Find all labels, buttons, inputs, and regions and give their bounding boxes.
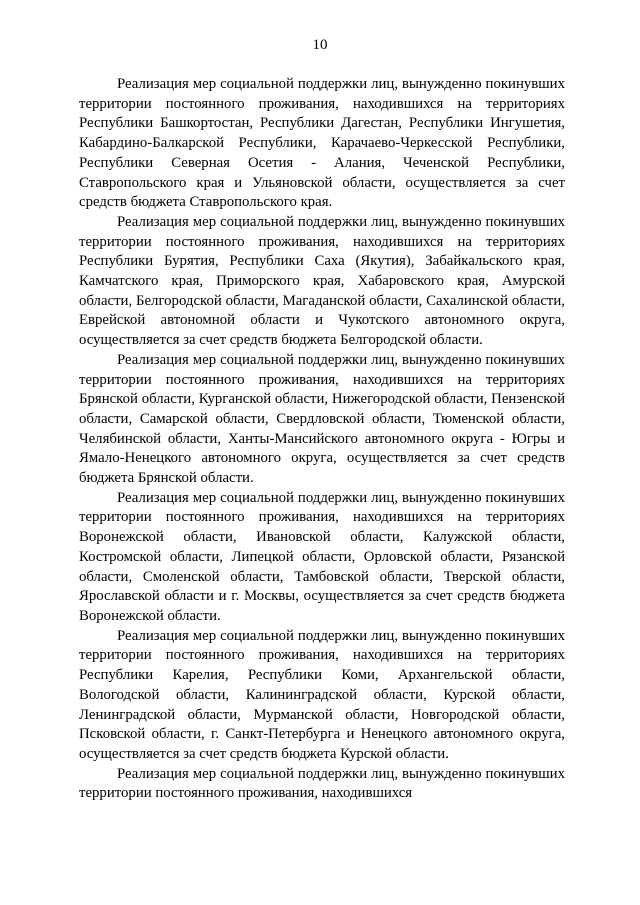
paragraph-4: Реализация мер социальной поддержки лиц, вынужденно покинувших территории постоянного проживания, находившихся на территориях Воронежской области, Ивановской области, Калужской области, Костромской области, Липецкой области, Орловской области, Рязанской области, Смоленской области, Тамбовской области, Тверской области, Ярославской области и г. Москвы, осуществляется за счет средств бюджета Воронежской области.: [79, 489, 565, 624]
paragraph-2: Реализация мер социальной поддержки лиц, вынужденно покинувших территории постоянного проживания, находившихся на территориях Республики Бурятия, Республики Саха (Якутия), Забайкальского края, Камчатского края, Приморского края, Хабаровского края, Амурской области, Белгородской области, Магаданской области, Сахалинской области, Еврейской автономной области и Чукотского автономного округа, осуществляется за счет средств бюджета Белгородской области.: [79, 213, 565, 349]
paragraph-6: Реализация мер социальной поддержки лиц, вынужденно покинувших территории постоянного проживания, находившихся: [79, 765, 565, 802]
paragraph-3: Реализация мер социальной поддержки лиц, вынужденно покинувших территории постоянного проживания, находившихся на территориях Брянской области, Курганской области, Нижегородской области, Пензенской области, Самарской области, Свердловской области, Тюменской области, Челябинской области, Ханты-Мансийского автономного округа - Югры и Ямало-Ненецкого автономного округа, осуществляется за счет средств бюджета Брянской области.: [79, 351, 565, 487]
paragraph-1: Реализация мер социальной поддержки лиц, вынужденно покинувших территории постоянного проживания, находившихся на территориях Республики Башкортостан, Республики Дагестан, Республики Ингушетия, Кабардино-Балкарской Республики, Карачаево-Черкесской Республики, Республики Северная Осетия - Алания, Чеченской Республики, Ставропольского края и Ульяновской области, осуществляется за счет средств бюджета Ставропольского края.: [79, 76, 565, 211]
body-text: [79, 75, 565, 804]
paragraph-5: Реализация мер социальной поддержки лиц, вынужденно покинувших территории постоянного проживания, находившихся на территориях Республики Карелия, Республики Коми, Архангельской области, Вологодской области, Калининградской области, Курской области, Ленинградской области, Мурманской области, Новгородской области, Псковской области, г. Санкт-Петербурга и Ненецкого автономного округа, осуществляется за счет средств бюджета Курской области.: [79, 627, 565, 762]
page-number: 10: [312, 37, 328, 53]
